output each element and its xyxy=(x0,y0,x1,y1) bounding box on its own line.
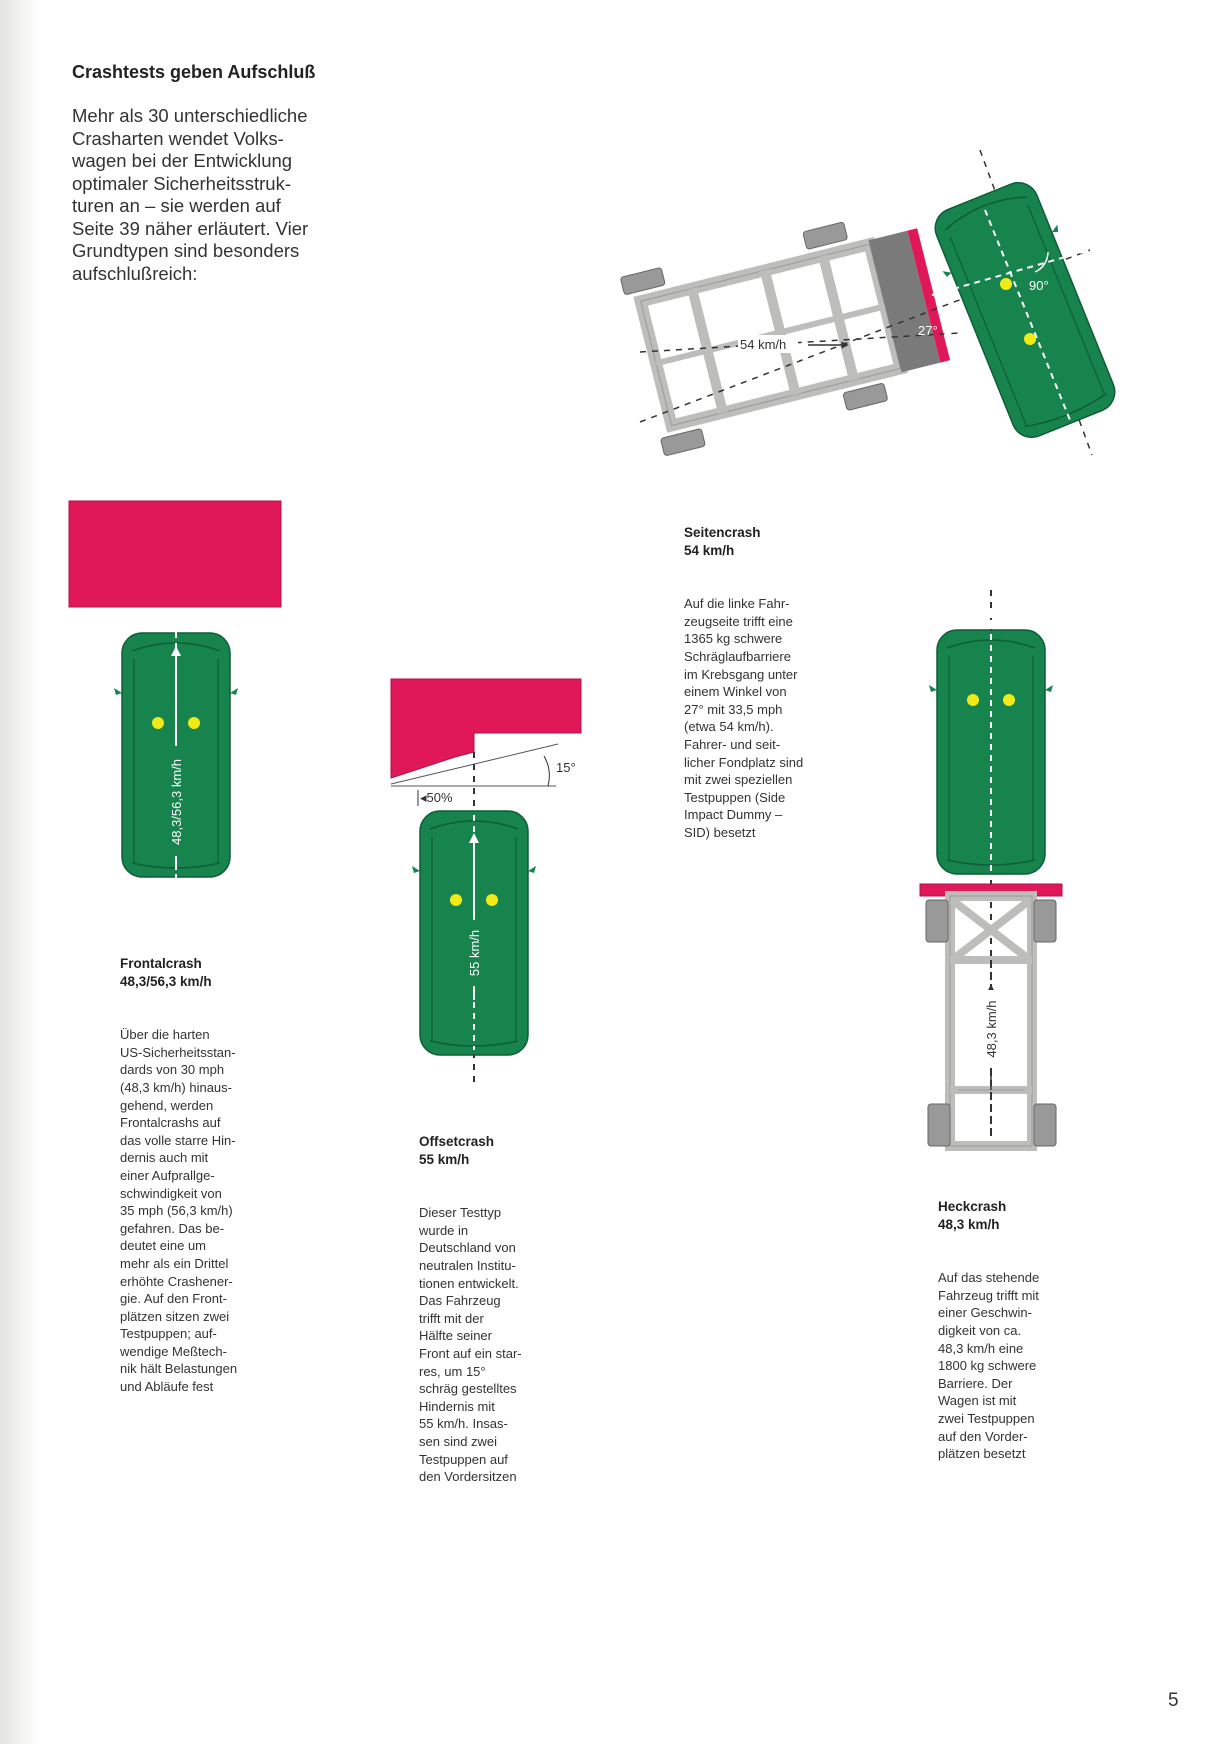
side-speed-label: 54 km/h xyxy=(740,337,787,352)
rear-crash-diagram xyxy=(920,590,1062,1150)
offset-caption-title: Offsetcrash 55 km/h xyxy=(419,1133,495,1167)
offset-barrier xyxy=(391,679,581,778)
side-vehicle xyxy=(922,174,1128,447)
offset-angle-label: 15° xyxy=(556,760,576,775)
dummy-marker xyxy=(152,717,164,729)
frontal-speed-label: 48,3/56,3 km/h xyxy=(169,759,184,845)
offset-caption-text: Dieser Testtyp wurde in Deutschland von neutralen Institu- tionen entwickelt. Das Fahrzeug trifft mit der Hälfte seiner Front auf ein star- res, um 15° schräg gestelltes Hindernis mit 55 km/h. Insas- sen sind zwei Testpuppen auf den Vordersitzen xyxy=(419,1205,522,1485)
dummy-marker xyxy=(1003,694,1015,706)
offset-speed-label: 55 km/h xyxy=(467,929,482,977)
dummy-marker xyxy=(1024,333,1036,345)
intro-paragraph: Mehr als 30 unterschiedliche Crasharten wendet Volks- wagen bei der Entwicklung optimaler Sicherheitsstruk- turen an – sie werden auf Seite 39 näher erläutert. Vier Grundtypen sind besonders aufschlußreich: xyxy=(72,105,309,284)
side-barrier-sled xyxy=(620,205,956,456)
offset-caption xyxy=(419,1115,569,1503)
offset-crash-diagram xyxy=(391,679,581,1088)
frontal-caption xyxy=(120,937,270,1413)
rear-caption-title: Heckcrash 48,3 km/h xyxy=(938,1198,1007,1232)
page-heading: Crashtests geben Aufschluß xyxy=(72,62,316,82)
frontal-caption-text: Über die harten US-Sicherheitsstan- dards von 30 mph (48,3 km/h) hinaus- gehend, werden Frontalcrashs auf das volle starre Hin- dernis auch mit einer Aufprallge- schwindigkeit von 35 mph (56,3 km/h) gefahren. Das be- deutet eine um mehr als ein Drittel erhöhte Crashener- gie. Auf den Front- plätzen sitzen zwei Testpuppen; auf- wendige Meßtech- nik hält Belastungen und Abläufe fest xyxy=(120,1027,238,1395)
rear-caption-text: Auf das stehende Fahrzeug trifft mit einer Geschwin- digkeit von ca. 48,3 km/h eine 1800 kg schwere Barriere. Der Wagen ist mit zwei Testpuppen auf den Vorder- plätzen besetzt xyxy=(938,1270,1040,1462)
dummy-marker xyxy=(1000,278,1012,290)
page-number: 5 xyxy=(1168,1690,1179,1711)
side-crash-diagram xyxy=(620,150,1128,456)
dummy-marker xyxy=(486,894,498,906)
side-caption xyxy=(684,506,844,859)
side-caption-text: Auf die linke Fahr- zeugseite trifft eine 1365 kg schwere Schräglaufbarriere im Krebsgang unter einem Winkel von 27° mit 33,5 mph (etwa 54 km/h). Fahrer- und seit- licher Fondplatz sind mit zwei speziellen Testpuppen (Side Impact Dummy – SID) besetzt xyxy=(684,596,804,840)
dummy-marker xyxy=(188,717,200,729)
side-right-angle-label: 90° xyxy=(1029,278,1049,293)
frontal-crash-diagram xyxy=(69,501,281,910)
side-angle-label: 27° xyxy=(918,323,938,338)
rear-caption xyxy=(938,1180,1088,1480)
rear-speed-label: 48,3 km/h xyxy=(984,1000,999,1058)
frontal-caption-title: Frontalcrash 48,3/56,3 km/h xyxy=(120,955,212,989)
offset-overlap-label: ◂50% xyxy=(420,790,453,805)
frontal-barrier xyxy=(69,501,281,607)
side-caption-title: Seitencrash 54 km/h xyxy=(684,524,761,558)
dummy-marker xyxy=(450,894,462,906)
dummy-marker xyxy=(967,694,979,706)
